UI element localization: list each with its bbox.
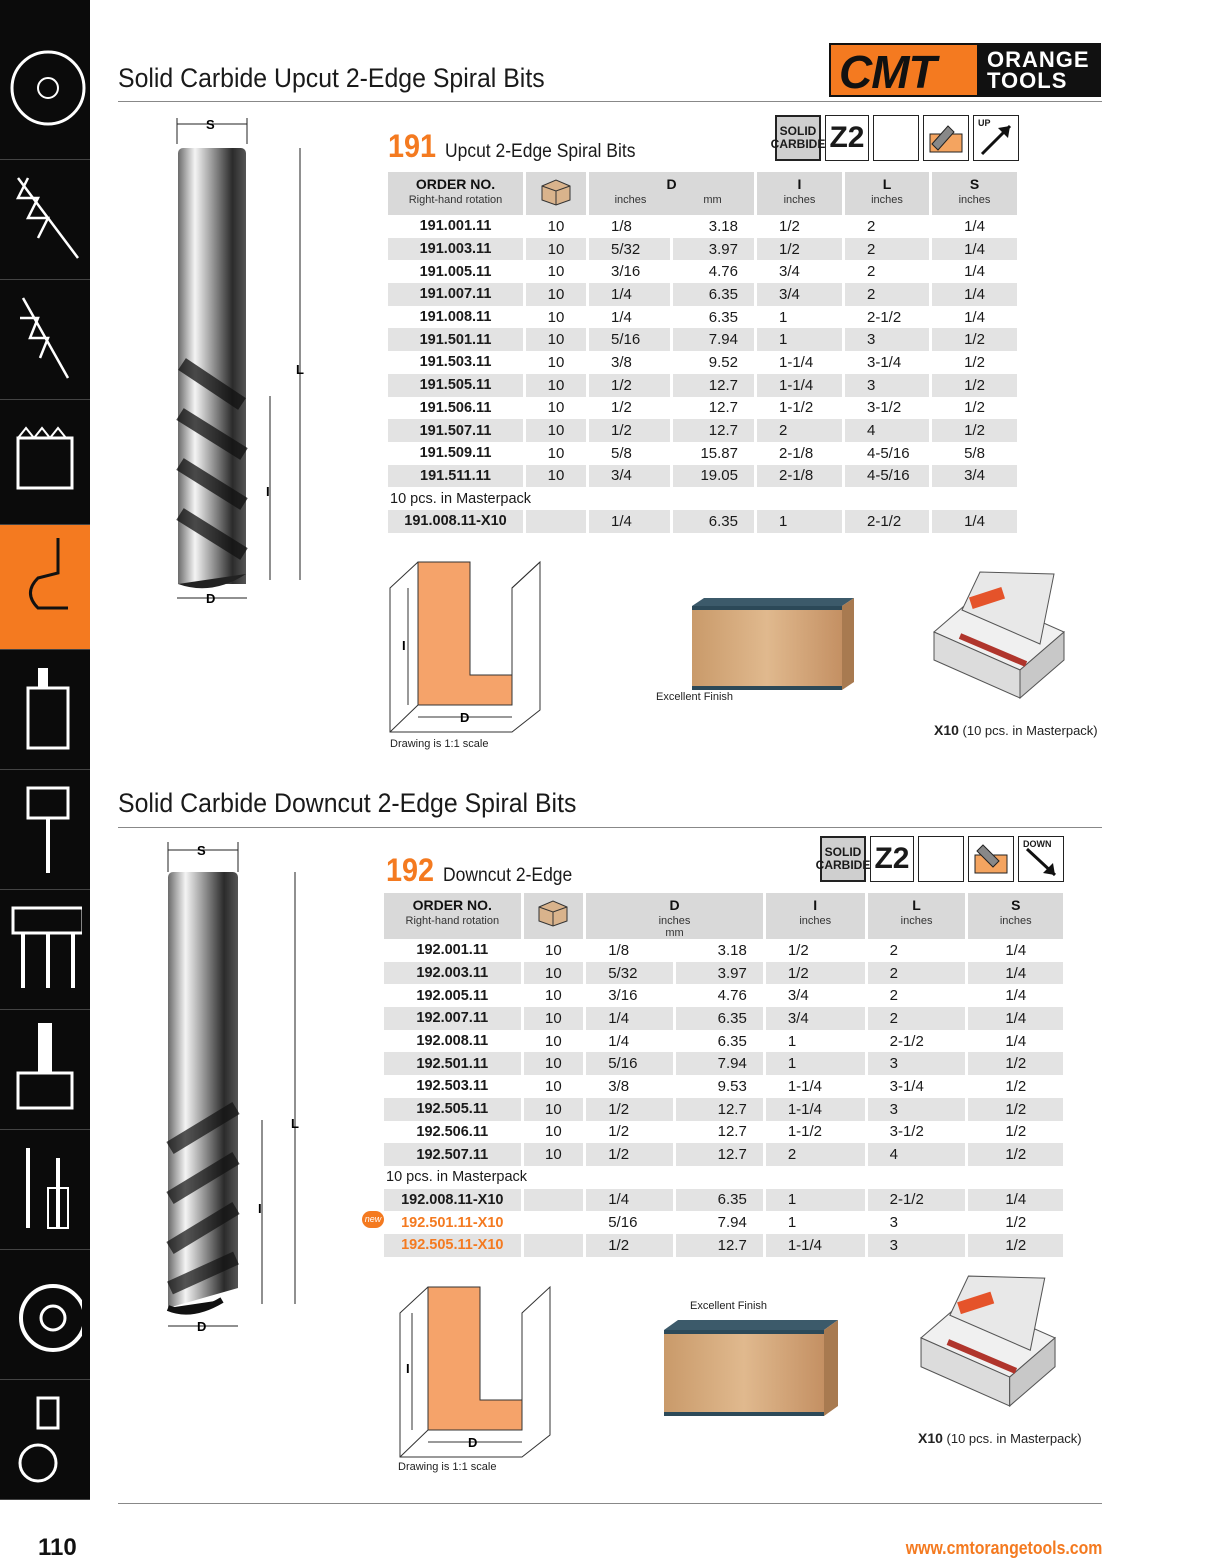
d-inches: 5/16	[586, 1052, 676, 1075]
finish-caption: Excellent Finish	[656, 691, 734, 703]
i-inches: 3/4	[757, 260, 845, 283]
box-icon	[538, 176, 574, 206]
l-inches: 2	[845, 215, 932, 238]
drawing-d-label: D	[460, 710, 470, 725]
table-row	[388, 374, 1020, 397]
d-inches: 5/32	[586, 962, 676, 985]
pack-qty: 10	[524, 1007, 587, 1030]
order-no[interactable]: 192.005.11	[384, 984, 524, 1007]
groove-drawing-192	[398, 1285, 558, 1461]
drawing-caption: Drawing is 1:1 scale	[398, 1461, 497, 1473]
i-inches: 1-1/4	[757, 351, 845, 374]
d-inches: 1/4	[586, 1030, 676, 1053]
d-mm: 3.18	[673, 215, 757, 238]
cmt-logo	[829, 43, 1101, 97]
i-inches: 1/2	[766, 939, 868, 962]
dim-s-label-2: S	[197, 843, 206, 858]
col-pack	[524, 893, 587, 939]
i-inches: 1	[766, 1189, 868, 1212]
i-inches: 1	[757, 328, 845, 351]
downcut-bit-image	[162, 838, 304, 1334]
l-inches: 3	[845, 328, 932, 351]
s-inches: 1/2	[968, 1075, 1066, 1098]
product-number: 192	[386, 852, 435, 888]
table-row	[388, 419, 1020, 442]
i-inches: 1	[766, 1030, 868, 1053]
product-heading-191	[388, 128, 652, 165]
col-i: I inches	[766, 893, 868, 939]
i-inches: 2-1/8	[757, 465, 845, 488]
pack-qty: 10	[524, 962, 587, 985]
d-inches: 1/2	[589, 397, 673, 420]
product-table-191	[388, 172, 1020, 533]
table-row	[384, 1143, 1066, 1166]
solid-carbide-badge: SOLID CARBIDE	[775, 115, 821, 161]
i-inches: 2	[757, 419, 845, 442]
d-mm: 4.76	[673, 260, 757, 283]
table-row	[384, 939, 1066, 962]
pack-qty	[524, 1189, 587, 1212]
z2-badge: Z2	[825, 115, 869, 161]
up-arrow-icon: UP	[973, 115, 1019, 161]
order-no[interactable]: 192.001.11	[384, 939, 524, 962]
pack-qty: 10	[524, 1098, 587, 1121]
product-number: 191	[388, 128, 437, 164]
order-no[interactable]: 191.003.11	[388, 238, 526, 261]
cut-direction-icon	[923, 115, 969, 161]
i-inches: 1	[766, 1211, 868, 1234]
product-name: Upcut 2-Edge Spiral Bits	[445, 141, 636, 162]
pack-qty: 10	[526, 328, 589, 351]
i-inches: 1	[766, 1052, 868, 1075]
masterpack-box-image-192	[914, 1274, 1060, 1408]
d-mm: 6.35	[673, 306, 757, 329]
table-row	[388, 328, 1020, 351]
d-mm: 3.18	[676, 939, 766, 962]
s-inches: 1/2	[968, 1121, 1066, 1144]
i-inches: 1-1/4	[766, 1098, 868, 1121]
l-inches: 4	[868, 1143, 969, 1166]
order-no[interactable]: 192.506.11	[384, 1121, 524, 1144]
strip-forstner-icon[interactable]	[0, 1010, 90, 1130]
pack-qty: 10	[524, 1075, 587, 1098]
z2-badge: Z2	[870, 836, 914, 882]
section-title-downcut: Solid Carbide Downcut 2-Edge Spiral Bits	[118, 788, 577, 818]
d-inches: 1/2	[589, 374, 673, 397]
section-divider	[118, 101, 1102, 102]
d-mm: 12.7	[676, 1143, 766, 1166]
i-inches: 1-1/4	[766, 1234, 868, 1257]
table-row	[388, 306, 1020, 329]
strip-hole-saw-icon[interactable]	[0, 400, 90, 525]
down-arrow-icon: DOWN	[1018, 836, 1064, 882]
drawing-i-label-2: I	[406, 1361, 410, 1376]
i-inches: 1-1/2	[757, 397, 845, 420]
i-inches: 3/4	[757, 283, 845, 306]
d-inches: 1/2	[586, 1098, 676, 1121]
order-no[interactable]: 192.003.11	[384, 962, 524, 985]
col-l: L inches	[868, 893, 969, 939]
d-mm: 7.94	[676, 1211, 766, 1234]
s-inches: 1/4	[932, 510, 1020, 533]
d-mm: 6.35	[673, 283, 757, 306]
box-icon	[535, 897, 571, 927]
solid-carbide-badge: SOLID CARBIDE	[820, 836, 866, 882]
order-no[interactable]: 191.001.11	[388, 215, 526, 238]
l-inches: 2	[868, 1007, 969, 1030]
logo-sub-text: ORANGE TOOLS	[979, 43, 1101, 97]
order-no[interactable]: 191.008.11	[388, 306, 526, 329]
s-inches: 1/2	[932, 374, 1020, 397]
l-inches: 4-5/16	[845, 442, 932, 465]
d-mm: 6.35	[673, 510, 757, 533]
table-row	[388, 351, 1020, 374]
d-mm: 6.35	[676, 1007, 766, 1030]
s-inches: 1/4	[968, 984, 1066, 1007]
new-badge: new	[362, 1211, 384, 1228]
order-no[interactable]: 191.503.11	[388, 351, 526, 374]
d-inches: 5/16	[586, 1211, 676, 1234]
product-heading-192	[386, 852, 584, 889]
d-inches: 1/2	[589, 419, 673, 442]
l-inches: 2	[868, 962, 969, 985]
col-l: L inches	[845, 172, 932, 215]
s-inches: 1/4	[932, 260, 1020, 283]
l-inches: 3-1/2	[868, 1121, 969, 1144]
s-inches: 1/2	[968, 1211, 1066, 1234]
upcut-bit-image	[172, 114, 312, 606]
masterpack-caption: X10 (10 pcs. in Masterpack)	[918, 1430, 1082, 1446]
l-inches: 2	[868, 984, 969, 1007]
col-d: D inchesmm	[586, 893, 766, 939]
s-inches: 1/4	[968, 1189, 1066, 1212]
i-inches: 1-1/4	[757, 374, 845, 397]
strip-router-bit-icon[interactable]	[0, 525, 90, 650]
l-inches: 3	[845, 374, 932, 397]
s-inches: 1/4	[968, 1030, 1066, 1053]
pack-qty: 10	[526, 465, 589, 488]
s-inches: 3/4	[932, 465, 1020, 488]
order-no[interactable]: 192.507.11	[384, 1143, 524, 1166]
table-row	[388, 442, 1020, 465]
l-inches: 3-1/4	[845, 351, 932, 374]
order-no[interactable]: 191.501.11	[388, 328, 526, 351]
order-no[interactable]: 192.501.11	[384, 1052, 524, 1075]
d-inches: 1/4	[589, 283, 673, 306]
table-row	[384, 984, 1066, 1007]
drawing-caption: Drawing is 1:1 scale	[390, 738, 489, 750]
groove-drawing-191	[388, 560, 548, 736]
strip-cutter-head-icon[interactable]	[0, 1250, 90, 1380]
pack-qty: 10	[524, 984, 587, 1007]
d-inches: 5/16	[589, 328, 673, 351]
table-row	[384, 962, 1066, 985]
l-inches: 3	[868, 1052, 969, 1075]
d-inches: 1/4	[586, 1007, 676, 1030]
pack-qty: 10	[526, 351, 589, 374]
d-mm: 12.7	[673, 397, 757, 420]
d-inches: 1/2	[586, 1143, 676, 1166]
masterpack-group-row	[388, 487, 1020, 510]
pack-qty: 10	[524, 939, 587, 962]
table-row	[384, 1052, 1066, 1075]
masterpack-group-row	[384, 1166, 1066, 1189]
d-mm: 12.7	[676, 1234, 766, 1257]
col-pack	[526, 172, 589, 215]
order-no[interactable]: 192.008.11-X10	[384, 1189, 524, 1212]
d-inches: 3/16	[589, 260, 673, 283]
pack-qty: 10	[526, 260, 589, 283]
masterpack-row	[388, 510, 1020, 533]
feature-badges-192	[815, 836, 1064, 882]
category-strip	[0, 0, 90, 1566]
product-table-192	[384, 893, 1066, 1257]
l-inches: 4	[845, 419, 932, 442]
s-inches: 1/2	[968, 1098, 1066, 1121]
s-inches: 1/4	[932, 306, 1020, 329]
dim-s-label: S	[206, 117, 215, 132]
pack-qty	[524, 1234, 587, 1257]
logo-main-text: CMT	[829, 43, 979, 97]
dim-d-label-2: D	[197, 1319, 207, 1334]
l-inches: 2-1/2	[845, 306, 932, 329]
l-inches: 3	[868, 1098, 969, 1121]
col-d: D inches mm	[589, 172, 757, 215]
order-no[interactable]: 191.506.11	[388, 397, 526, 420]
feature-badges-191	[770, 115, 1019, 161]
pack-qty: 10	[526, 306, 589, 329]
d-inches: 1/2	[586, 1121, 676, 1144]
dim-i-label: I	[266, 484, 270, 499]
d-mm: 3.97	[676, 962, 766, 985]
table-row	[384, 1007, 1066, 1030]
d-mm: 4.76	[676, 984, 766, 1007]
d-inches: 1/4	[586, 1189, 676, 1212]
s-inches: 1/2	[968, 1052, 1066, 1075]
pack-qty	[526, 510, 589, 533]
s-inches: 1/4	[968, 939, 1066, 962]
l-inches: 4-5/16	[845, 465, 932, 488]
d-mm: 7.94	[676, 1052, 766, 1075]
order-no[interactable]: 192.501.11-X10	[384, 1211, 524, 1234]
d-mm: 9.52	[673, 351, 757, 374]
i-inches: 1-1/4	[766, 1075, 868, 1098]
col-order-no: ORDER NO. Right-hand rotation	[388, 172, 526, 215]
strip-accessories-icon[interactable]	[0, 1380, 90, 1500]
l-inches: 2	[868, 939, 969, 962]
order-no[interactable]: 191.007.11	[388, 283, 526, 306]
s-inches: 1/4	[968, 1007, 1066, 1030]
i-inches: 1	[757, 306, 845, 329]
wood-finish-image-192	[660, 1318, 842, 1422]
l-inches: 2	[845, 260, 932, 283]
dim-l-label-2: L	[291, 1116, 299, 1131]
col-i: I inches	[757, 172, 845, 215]
l-inches: 3	[868, 1211, 969, 1234]
order-no[interactable]: 192.505.11	[384, 1098, 524, 1121]
s-inches: 1/2	[968, 1143, 1066, 1166]
i-inches: 3/4	[766, 984, 868, 1007]
d-mm: 12.7	[673, 374, 757, 397]
masterpack-row	[384, 1234, 1066, 1257]
table-row	[384, 1098, 1066, 1121]
pack-qty: 10	[524, 1052, 587, 1075]
d-inches: 5/8	[589, 442, 673, 465]
d-mm: 12.7	[676, 1098, 766, 1121]
d-inches: 1/2	[586, 1234, 676, 1257]
order-no[interactable]: 192.007.11	[384, 1007, 524, 1030]
i-inches: 2	[766, 1143, 868, 1166]
strip-jigsaw-icon[interactable]	[0, 280, 90, 400]
l-inches: 3-1/2	[845, 397, 932, 420]
finish-caption: Excellent Finish	[690, 1300, 768, 1312]
dim-d-label: D	[206, 591, 216, 606]
i-inches: 1/2	[766, 962, 868, 985]
table-row	[384, 1075, 1066, 1098]
rh-badge	[918, 836, 964, 882]
table-row	[388, 397, 1020, 420]
pack-qty: 10	[526, 215, 589, 238]
l-inches: 2	[845, 238, 932, 261]
order-no[interactable]: 191.005.11	[388, 260, 526, 283]
l-inches: 2-1/2	[868, 1030, 969, 1053]
product-name: Downcut 2-Edge	[443, 865, 573, 886]
i-inches: 1/2	[757, 215, 845, 238]
rh-badge	[873, 115, 919, 161]
d-inches: 1/8	[586, 939, 676, 962]
pack-qty: 10	[524, 1121, 587, 1144]
table-row	[388, 238, 1020, 261]
wood-finish-image-191	[688, 596, 858, 696]
strip-saw-blade-icon[interactable]	[0, 0, 90, 160]
masterpack-caption: X10 (10 pcs. in Masterpack)	[934, 722, 1098, 738]
s-inches: 5/8	[932, 442, 1020, 465]
pack-qty: 10	[526, 283, 589, 306]
masterpack-row	[384, 1189, 1066, 1212]
i-inches: 1	[757, 510, 845, 533]
dim-l-label: L	[296, 362, 304, 377]
s-inches: 1/2	[932, 328, 1020, 351]
d-mm: 9.53	[676, 1075, 766, 1098]
l-inches: 2-1/2	[845, 510, 932, 533]
s-inches: 1/4	[968, 962, 1066, 985]
d-mm: 12.7	[673, 419, 757, 442]
s-inches: 1/4	[932, 283, 1020, 306]
order-no[interactable]: 192.503.11	[384, 1075, 524, 1098]
d-inches: 1/4	[589, 510, 673, 533]
s-inches: 1/4	[932, 238, 1020, 261]
pack-qty: 10	[526, 419, 589, 442]
dim-i-label-2: I	[258, 1201, 262, 1216]
d-inches: 3/16	[586, 984, 676, 1007]
d-mm: 15.87	[673, 442, 757, 465]
s-inches: 1/4	[932, 215, 1020, 238]
order-no[interactable]: 192.505.11-X10	[384, 1234, 524, 1257]
s-inches: 1/2	[932, 351, 1020, 374]
d-mm: 7.94	[673, 328, 757, 351]
strip-drill-bit-icon[interactable]	[0, 770, 90, 890]
i-inches: 2-1/8	[757, 442, 845, 465]
l-inches: 2-1/2	[868, 1189, 969, 1212]
d-inches: 1/4	[589, 306, 673, 329]
l-inches: 2	[845, 283, 932, 306]
section-title-upcut: Solid Carbide Upcut 2-Edge Spiral Bits	[118, 63, 545, 93]
masterpack-label: 10 pcs. in Masterpack	[384, 1166, 1066, 1189]
pack-qty: 10	[526, 397, 589, 420]
page-number: 110	[0, 1500, 90, 1566]
d-inches: 3/4	[589, 465, 673, 488]
d-inches: 3/8	[586, 1075, 676, 1098]
cut-direction-icon	[968, 836, 1014, 882]
col-s: S inches	[968, 893, 1066, 939]
col-order-no: ORDER NO. Right-hand rotation	[384, 893, 524, 939]
d-mm: 6.35	[676, 1189, 766, 1212]
masterpack-row	[384, 1211, 1066, 1234]
website-link[interactable]: www.cmtorangetools.com	[905, 1538, 1102, 1558]
d-mm: 12.7	[676, 1121, 766, 1144]
strip-bandsaw-icon[interactable]	[0, 160, 90, 280]
pack-qty: 10	[524, 1143, 587, 1166]
pack-qty: 10	[526, 442, 589, 465]
masterpack-label: 10 pcs. in Masterpack	[388, 487, 1020, 510]
l-inches: 3	[868, 1234, 969, 1257]
section-divider	[118, 827, 1102, 828]
order-no[interactable]: 191.511.11	[388, 465, 526, 488]
order-no[interactable]: 191.008.11-X10	[388, 510, 526, 533]
table-row	[384, 1121, 1066, 1144]
drawing-d-label-2: D	[468, 1435, 478, 1450]
s-inches: 1/2	[932, 419, 1020, 442]
d-inches: 5/32	[589, 238, 673, 261]
l-inches: 3-1/4	[868, 1075, 969, 1098]
table-row	[388, 283, 1020, 306]
d-mm: 19.05	[673, 465, 757, 488]
strip-boring-bits-icon[interactable]	[0, 890, 90, 1010]
table-row	[388, 215, 1020, 238]
i-inches: 3/4	[766, 1007, 868, 1030]
pack-qty: 10	[526, 374, 589, 397]
order-no[interactable]: 191.507.11	[388, 419, 526, 442]
table-row	[388, 260, 1020, 283]
pack-qty: 10	[524, 1030, 587, 1053]
d-inches: 3/8	[589, 351, 673, 374]
strip-router-icon[interactable]	[0, 650, 90, 770]
col-s: S inches	[932, 172, 1020, 215]
d-inches: 1/8	[589, 215, 673, 238]
table-row	[384, 1030, 1066, 1053]
table-row	[388, 465, 1020, 488]
strip-hinge-drill-icon[interactable]	[0, 1130, 90, 1250]
footer-divider	[118, 1503, 1102, 1504]
pack-qty	[524, 1211, 587, 1234]
masterpack-box-image-191	[930, 570, 1066, 700]
d-mm: 6.35	[676, 1030, 766, 1053]
d-mm: 3.97	[673, 238, 757, 261]
order-no[interactable]: 192.008.11	[384, 1030, 524, 1053]
order-no[interactable]: 191.505.11	[388, 374, 526, 397]
pack-qty: 10	[526, 238, 589, 261]
i-inches: 1/2	[757, 238, 845, 261]
order-no[interactable]: 191.509.11	[388, 442, 526, 465]
drawing-i-label: I	[402, 638, 406, 653]
i-inches: 1-1/2	[766, 1121, 868, 1144]
s-inches: 1/2	[932, 397, 1020, 420]
s-inches: 1/2	[968, 1234, 1066, 1257]
